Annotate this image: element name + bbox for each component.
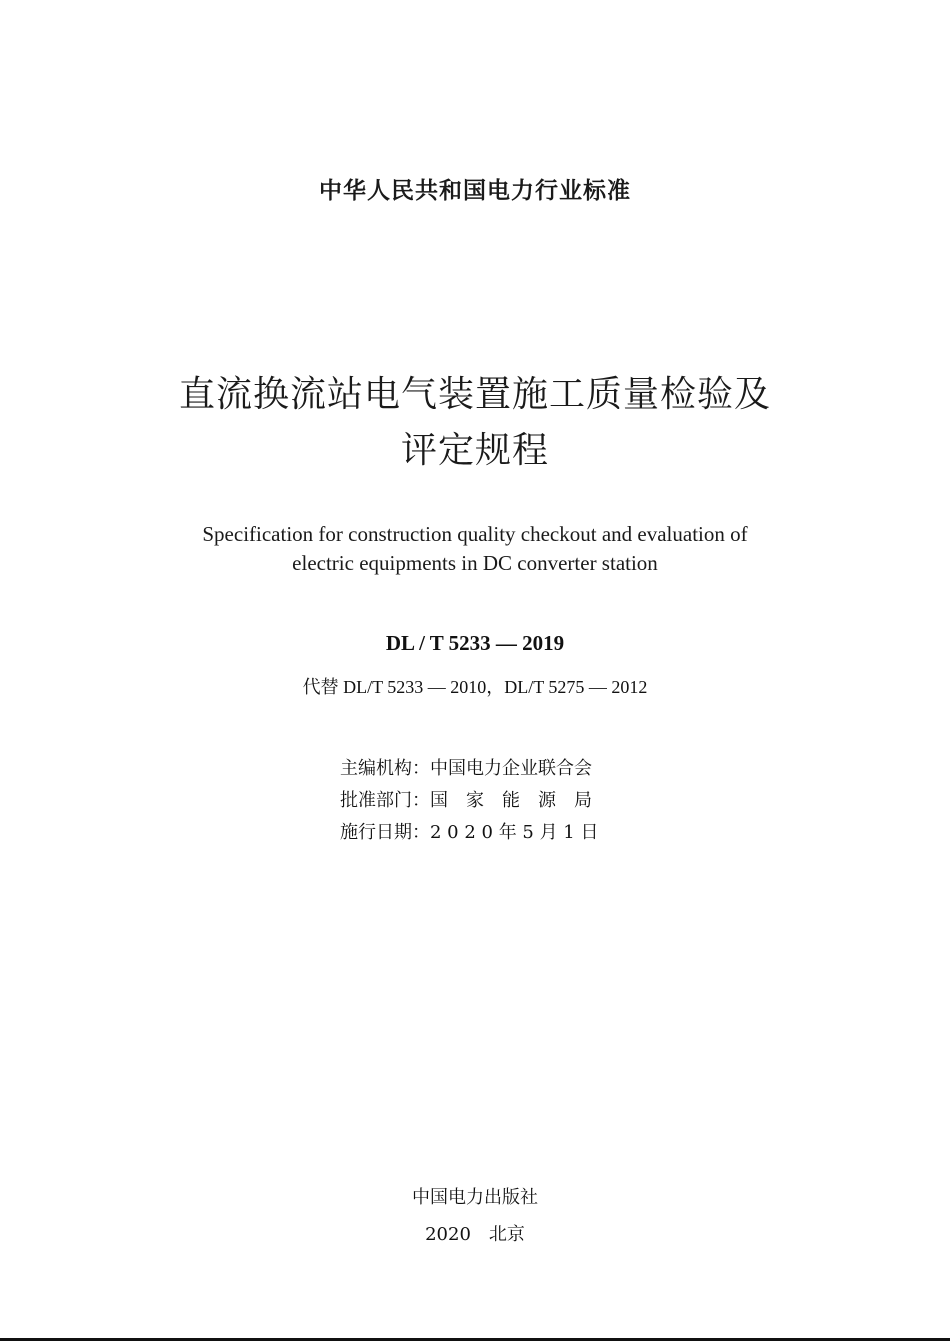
effective-date: 施行日期：2 0 2 0 年 5 月 1 日	[340, 822, 599, 843]
approval-department: 批准部门：国 家 能 源 局	[340, 790, 592, 811]
publication-info	[340, 753, 599, 849]
chinese-title-line-2: 评定规程	[400, 430, 549, 471]
editor-organization: 主编机构：中国电力企业联合会	[340, 758, 592, 779]
standard-category-heading: 中华人民共和国电力行业标准	[319, 178, 631, 204]
publication-year-place: 2020 北京	[425, 1224, 525, 1245]
publisher-name: 中国电力出版社	[412, 1187, 538, 1208]
replaces-standards: 代替 DL/T 5233 — 2010，DL/T 5275 — 2012	[302, 677, 648, 697]
english-title-line-2: electric equipments in DC converter station	[292, 551, 658, 575]
chinese-title-line-1: 直流换流站电气装置施工质量检验及	[178, 374, 771, 415]
standard-code: DL / T 5233 — 2019	[385, 631, 565, 655]
bottom-rule	[0, 1338, 950, 1341]
english-title-line-1: Specification for construction quality checkout and evaluation of	[202, 522, 748, 546]
